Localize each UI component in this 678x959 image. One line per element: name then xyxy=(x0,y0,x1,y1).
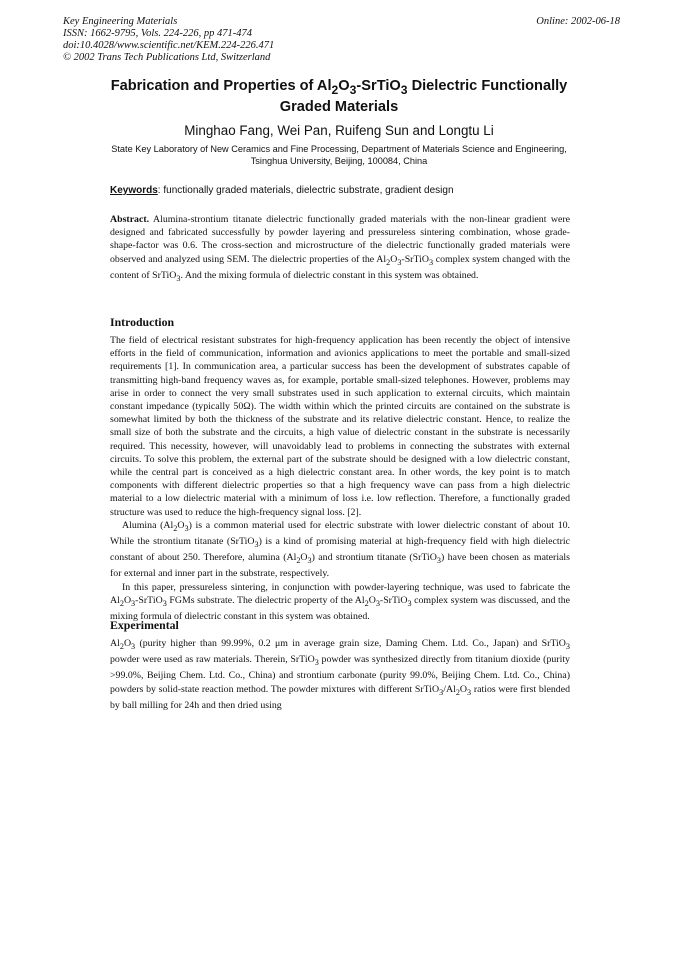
abstract: Abstract. Alumina-strontium titanate dielectric functionally graded materials with the non-linear gradient were designed and fabricated successfully by powder layering and pressureless sintering combination, whose grade-shape-factor was 0.6. The cross-section and microstructure of the dielectric functionally graded materials were observed and analyzed using SEM. The dielectric properties of the $Al_2O_3-SrTiO_3$ complex system changed with the content of SrTiO$_3$. And the mixing formula of dielectric constant in this system was obtained. xyxy=(110,214,570,283)
keywords-label: Keywords xyxy=(110,185,158,196)
intro-paragraph: Alumina $(Al_2O_3)$ is a common material used for electric substrate with lower dielectric constant of about 10. While the strontium titanate (SrTiO$_3$) is a kind of promising material at high-frequency field with high dielectric constant of about 250. Therefore, alumina $(Al_2O_3)$ and strontium titanate (SrTiO$_3$) have been chosen as materials for external and inner part in the substrate, respectively. xyxy=(110,519,570,580)
affiliation: State Key Laboratory of New Ceramics and Fine Processing, Department of Materials Science and Engineering, Tsinghua University, Beijing, 100084, China xyxy=(111,144,567,166)
intro-paragraph: The field of electrical resistant substrates for high-frequency application has been recently the object of intensive efforts in the field of communication, information and avionics applications to meet the portable and small-sized requirements [1]. In communication area, a particular success has been the development of substrates capable of transmitting high-band frequency waves as, for example, portable small-sized telephones. However, problems may arise in order to connect the very small substrates used in such application to external circuits, which maintain constant impedance (typically 50Ω). The width within which the printed circuits are contained on the substrate is somewhat limited by both the thickness of the substrate and its relative dielectric constant. Hence, to realize the small size of both the substrate and the circuits, a high value of dielectric constant in the substrate is necessarily required. This necessity, however, will unavoidably lead to problems in connecting the substrates with external circuits. To solve this problem, the external part of the substrate should be designed with a low dielectric constant, while the central part is conceived as a high dielectric constant area. In other words, the key point is to match components with different dielectric properties so that a high frequency wave can pass from a high dielectric material to a low dielectric material with a minimum of loss i.e. low reflection. Therefore, a functionally graded structure was used to reduce the high-frequency signal loss. [2]. xyxy=(110,335,570,518)
paper-title: Fabrication and Properties of $Al_2O_3-SrTiO_3$ Dielectric Functionally Graded Materials xyxy=(110,78,568,115)
experimental-paragraph: $Al_2O_3$ (purity higher than 99.99%, 0.2 μm in average grain size, Daming Chem. Ltd. Co., Japan) and SrTiO$_3$ powder were used as raw materials. Therein, SrTiO$_3$ powder was synthesized directly from titanium dioxide (purity >99.0%, Beijing Chem. Ltd. Co., China) and strontium carbonate (purity 99.0%, Beijing Chem. Ltd. Co., China) powders by solid-state reaction method. The powder mixtures with different $SrTiO_3/Al_2O_3$ ratios were first blended by ball milling for 24h and then dried using xyxy=(110,638,571,711)
copyright-line: © 2002 Trans Tech Publications Ltd, Switzerland xyxy=(63,52,271,63)
online-date: Online: 2002-06-18 xyxy=(536,16,620,27)
intro-paragraph: In this paper, pressureless sintering, in conjunction with powder-layering technique, was used to fabricate the $Al_2O_3-SrTiO_3$ FGMs substrate. The dielectric property of the $Al_2O_3-SrTiO_3$ complex system was discussed, and the mixing formula of dielectric constant in this system was obtained. xyxy=(110,581,570,622)
introduction-heading: Introduction xyxy=(110,315,175,329)
author-list: Minghao Fang, Wei Pan, Ruifeng Sun and Longtu Li xyxy=(184,123,494,138)
experimental-body xyxy=(110,637,570,712)
journal-name: Key Engineering Materials xyxy=(63,16,178,27)
introduction-body xyxy=(110,334,570,623)
experimental-heading: Experimental xyxy=(110,618,179,632)
keywords xyxy=(110,185,570,196)
doi-link[interactable]: doi:10.4028/www.scientific.net/KEM.224-226.471 xyxy=(63,40,275,51)
journal-header xyxy=(63,16,620,64)
issn-line: ISSN: 1662-9795, Vols. 224-226, pp 471-474 xyxy=(63,28,252,39)
abstract-label: Abstract. xyxy=(110,214,150,225)
keywords-text: : functionally graded materials, dielectric substrate, gradient design xyxy=(157,185,454,196)
